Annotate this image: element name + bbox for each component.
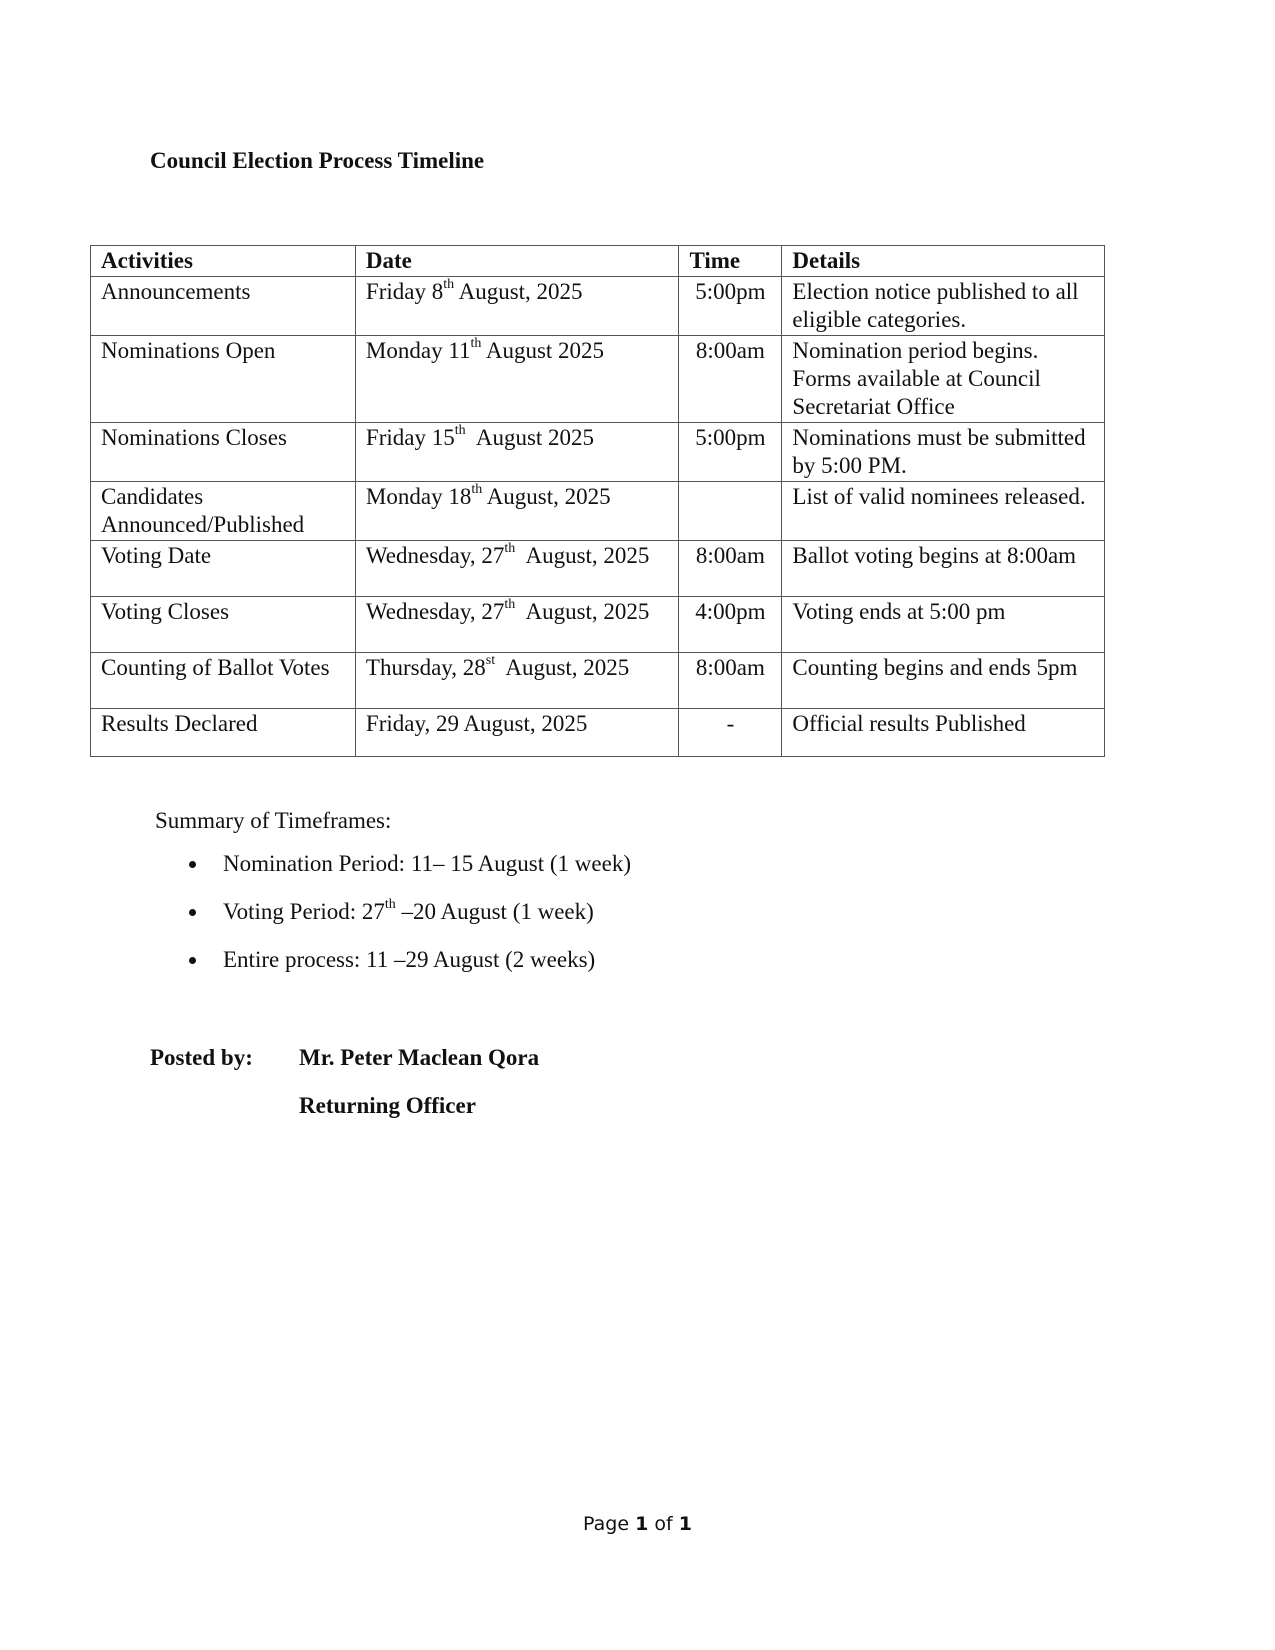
summary-list bbox=[155, 840, 631, 984]
summary-text: Voting Period: 27 bbox=[223, 899, 385, 924]
activity-cell: Voting Date bbox=[91, 541, 356, 597]
list-item bbox=[155, 840, 631, 888]
time-cell: 4:00pm bbox=[679, 597, 782, 653]
activity-cell: Results Declared bbox=[91, 709, 356, 757]
posted-by-label: Posted by: bbox=[150, 1045, 253, 1070]
date-text: August, 2025 bbox=[482, 484, 611, 509]
total-pages: 1 bbox=[678, 1513, 692, 1535]
details-cell: List of valid nominees released. bbox=[782, 482, 1105, 541]
details-cell: Official results Published bbox=[782, 709, 1105, 757]
date-cell bbox=[355, 709, 679, 757]
date-cell bbox=[355, 653, 679, 709]
posted-by-name: Mr. Peter Maclean Qora bbox=[299, 1045, 540, 1070]
details-cell: Counting begins and ends 5pm bbox=[782, 653, 1105, 709]
time-cell bbox=[679, 482, 782, 541]
table-row bbox=[91, 709, 1105, 757]
activity-cell: Announcements bbox=[91, 277, 356, 336]
date-suffix: th bbox=[443, 277, 455, 293]
date-cell bbox=[355, 277, 679, 336]
time-cell: 8:00am bbox=[679, 541, 782, 597]
date-suffix: st bbox=[485, 653, 496, 669]
time-cell: 8:00am bbox=[679, 653, 782, 709]
details-cell: Voting ends at 5:00 pm bbox=[782, 597, 1105, 653]
date-suffix: th bbox=[504, 541, 516, 557]
activity-cell: Nominations Closes bbox=[91, 423, 356, 482]
activity-cell: Voting Closes bbox=[91, 597, 356, 653]
summary-suffix: th bbox=[384, 897, 396, 913]
bullet-icon bbox=[189, 909, 196, 916]
date-text: Monday 11 bbox=[365, 338, 471, 363]
table-row bbox=[91, 597, 1105, 653]
date-text: August, 2025 bbox=[515, 543, 650, 568]
time-cell: 5:00pm bbox=[679, 423, 782, 482]
date-text: Wednesday, 27 bbox=[365, 543, 505, 568]
summary-text: Nomination Period: 11– 15 August (1 week) bbox=[223, 851, 631, 876]
date-suffix: th bbox=[454, 423, 466, 439]
date-cell bbox=[355, 541, 679, 597]
header-details: Details bbox=[782, 246, 1105, 277]
details-cell: Nominations must be submitted by 5:00 PM. bbox=[782, 423, 1105, 482]
bullet-icon bbox=[189, 861, 196, 868]
date-text: Friday, 29 August, 2025 bbox=[365, 711, 588, 736]
date-text: August 2025 bbox=[465, 425, 595, 450]
details-cell: Nomination period begins. Forms available at Council Secretariat Office bbox=[782, 336, 1105, 423]
details-cell: Ballot voting begins at 8:00am bbox=[782, 541, 1105, 597]
date-cell bbox=[355, 482, 679, 541]
date-text: Friday 15 bbox=[365, 425, 455, 450]
activity-cell: Nominations Open bbox=[91, 336, 356, 423]
time-cell: - bbox=[679, 709, 782, 757]
bullet-icon bbox=[189, 957, 196, 964]
page-word: Page bbox=[583, 1513, 630, 1535]
header-time: Time bbox=[679, 246, 782, 277]
summary-title: Summary of Timeframes: bbox=[155, 808, 392, 833]
date-text: August, 2025 bbox=[454, 279, 583, 304]
date-text: August, 2025 bbox=[495, 655, 630, 680]
table-row bbox=[91, 336, 1105, 423]
time-cell: 8:00am bbox=[679, 336, 782, 423]
table-row bbox=[91, 653, 1105, 709]
header-date: Date bbox=[355, 246, 679, 277]
table-row bbox=[91, 423, 1105, 482]
table-header-row bbox=[91, 246, 1105, 277]
date-suffix: th bbox=[504, 597, 516, 613]
date-text: Monday 18 bbox=[365, 484, 472, 509]
list-item bbox=[155, 888, 631, 936]
document-title: Council Election Process Timeline bbox=[150, 148, 485, 173]
date-suffix: th bbox=[470, 336, 482, 352]
date-cell bbox=[355, 336, 679, 423]
date-cell bbox=[355, 597, 679, 653]
current-page: 1 bbox=[635, 1513, 649, 1535]
posted-by-role: Returning Officer bbox=[299, 1093, 476, 1118]
date-text: Friday 8 bbox=[365, 279, 444, 304]
page-footer bbox=[0, 1513, 1275, 1535]
date-text: Thursday, 28 bbox=[365, 655, 486, 680]
header-activities: Activities bbox=[91, 246, 356, 277]
of-word: of bbox=[654, 1513, 673, 1535]
timeline-table bbox=[90, 245, 1105, 757]
details-cell: Election notice published to all eligible categories. bbox=[782, 277, 1105, 336]
summary-text: Entire process: 11 –29 August (2 weeks) bbox=[223, 947, 596, 972]
date-cell bbox=[355, 423, 679, 482]
time-cell: 5:00pm bbox=[679, 277, 782, 336]
activity-cell: Counting of Ballot Votes bbox=[91, 653, 356, 709]
list-item bbox=[155, 936, 631, 984]
summary-text: –20 August (1 week) bbox=[395, 899, 594, 924]
table-row bbox=[91, 541, 1105, 597]
date-text: August 2025 bbox=[481, 338, 605, 363]
date-text: Wednesday, 27 bbox=[365, 599, 505, 624]
table-row bbox=[91, 277, 1105, 336]
activity-cell: Candidates Announced/Published bbox=[91, 482, 356, 541]
date-text: August, 2025 bbox=[515, 599, 650, 624]
date-suffix: th bbox=[471, 482, 483, 498]
table-row bbox=[91, 482, 1105, 541]
